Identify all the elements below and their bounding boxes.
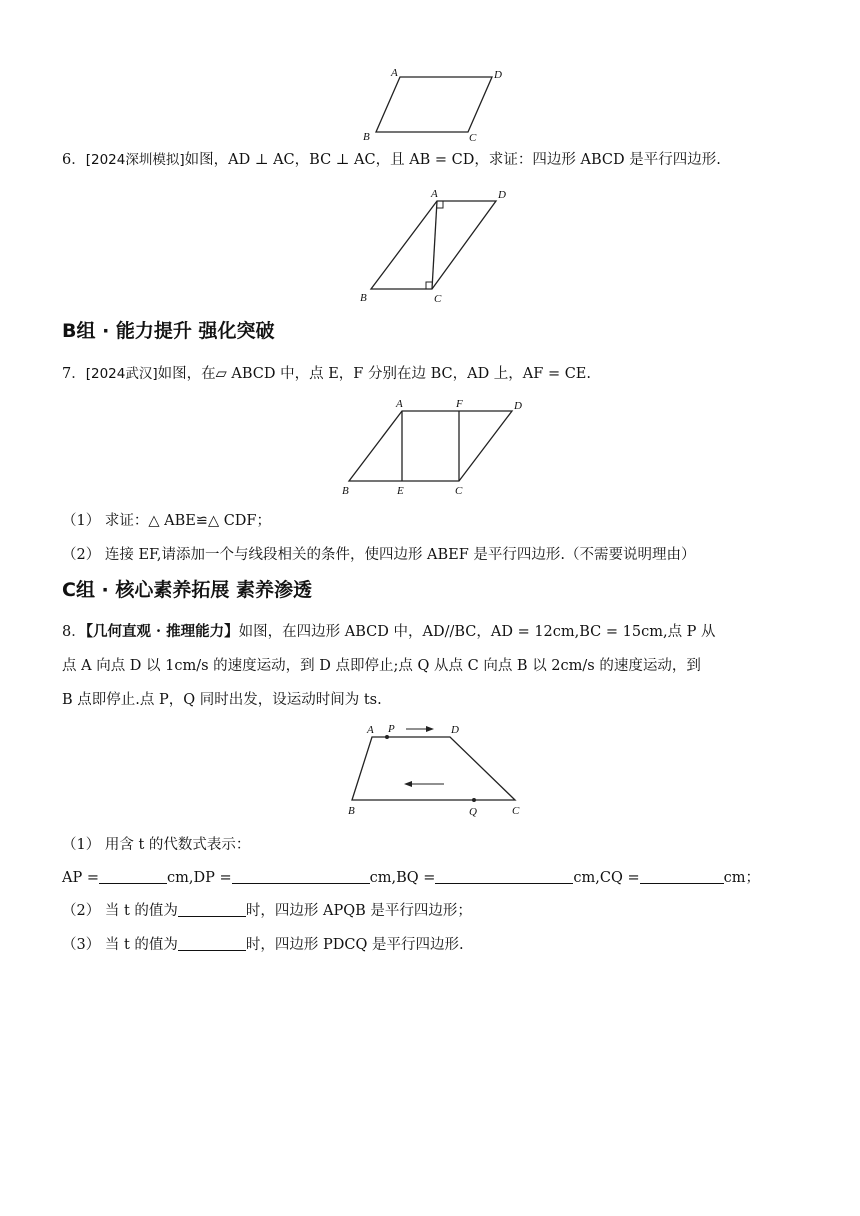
point-Q xyxy=(472,798,476,802)
label-C: C xyxy=(469,132,477,144)
arrow-Q-head xyxy=(404,781,412,787)
label-D: D xyxy=(498,189,506,201)
part-3-prefix: （3） 当 t 的值为 xyxy=(62,937,178,953)
question-8-part-1: （1） 用含 t 的代数式表示： xyxy=(62,837,251,853)
question-6-text: 如图，AD ⊥ AC，BC ⊥ AC，且 AB = CD，求证：四边形 ABCD 是平行四边形. xyxy=(184,152,721,168)
parallelogram-shape xyxy=(371,201,496,289)
question-6 xyxy=(62,150,721,170)
part-2-suffix: 时，四边形 APQB 是平行四边形； xyxy=(245,903,472,919)
dp-label: cm,DP = xyxy=(167,870,232,886)
question-8-part-3 xyxy=(62,935,464,955)
question-7-number: 7． xyxy=(62,366,86,382)
right-angle-mark-C xyxy=(426,282,432,289)
bq-blank[interactable] xyxy=(435,869,573,884)
question-7-part-2: （2） 连接 EF,请添加一个与线段相关的条件，使四边形 ABEF 是平行四边形.（不需要说明理由） xyxy=(62,547,696,563)
bq-label: cm,BQ = xyxy=(369,870,436,886)
label-B: B xyxy=(348,805,355,817)
question-8-expressions xyxy=(62,868,760,888)
label-B: B xyxy=(360,292,367,304)
question-7-text: 如图，在▱ ABCD 中，点 E，F 分别在边 BC，AD 上，AF = CE. xyxy=(157,366,591,382)
ap-blank[interactable] xyxy=(99,869,167,884)
dp-blank[interactable] xyxy=(232,869,370,884)
question-8-text-1: 如图，在四边形 ABCD 中，AD//BC，AD = 12cm,BC = 15cm,点 P 从 xyxy=(238,624,716,640)
arrow-P-head xyxy=(426,726,434,732)
label-D: D xyxy=(451,724,459,736)
label-C: C xyxy=(455,485,463,497)
label-P: P xyxy=(388,723,395,735)
label-A: A xyxy=(367,724,374,736)
ap-label: AP = xyxy=(62,870,99,886)
question-6-number: 6． xyxy=(62,152,86,168)
figure-parallelogram-q7 xyxy=(338,393,538,501)
point-P xyxy=(385,735,389,739)
right-angle-mark-A xyxy=(437,201,443,208)
label-E: E xyxy=(397,485,404,497)
question-8-part-2 xyxy=(62,901,472,921)
label-B: B xyxy=(342,485,349,497)
part-2-blank[interactable] xyxy=(178,902,246,917)
question-7 xyxy=(62,364,591,384)
part-3-suffix: 时，四边形 PDCQ 是平行四边形. xyxy=(245,937,464,953)
cq-unit: cm； xyxy=(723,870,761,886)
question-8-number: 8． xyxy=(62,624,86,640)
figure-parallelogram-q6 xyxy=(350,182,520,307)
figure-trapezoid-q8 xyxy=(338,718,538,822)
question-8-tag: 【几何直观 · 推理能力】 xyxy=(85,623,239,640)
label-D: D xyxy=(514,400,522,412)
label-F: F xyxy=(456,398,463,410)
cq-label: cm,CQ = xyxy=(573,870,640,886)
cq-blank[interactable] xyxy=(640,869,724,884)
label-A: A xyxy=(391,67,398,79)
figure-parallelogram-q5 xyxy=(355,64,515,146)
question-6-source: [2024深圳模拟] xyxy=(85,152,185,168)
question-7-part-1: （1） 求证：△ ABE≌△ CDF； xyxy=(62,513,271,529)
label-Q: Q xyxy=(469,806,477,818)
part-3-blank[interactable] xyxy=(178,936,246,951)
section-heading-b: B组 · 能力提升 强化突破 xyxy=(62,320,275,342)
question-8-line-2: 点 A 向点 D 以 1cm/s 的速度运动，到 D 点即停止;点 Q 从点 C 向点 B 以 2cm/s 的速度运动，到 xyxy=(62,658,701,674)
label-A: A xyxy=(431,188,438,200)
label-D: D xyxy=(494,69,502,81)
question-7-source: [2024武汉] xyxy=(85,366,158,382)
label-B: B xyxy=(363,131,370,143)
question-8-line-1 xyxy=(62,622,716,642)
diagonal-AC xyxy=(432,201,437,289)
label-C: C xyxy=(434,293,442,305)
label-C: C xyxy=(512,805,520,817)
question-8-line-3: B 点即停止.点 P，Q 同时出发，设运动时间为 ts. xyxy=(62,692,382,708)
parallelogram-shape xyxy=(349,411,512,481)
part-2-prefix: （2） 当 t 的值为 xyxy=(62,903,178,919)
trapezoid-shape xyxy=(352,737,515,800)
parallelogram-shape xyxy=(376,77,492,132)
label-A: A xyxy=(396,398,403,410)
section-heading-c: C组 · 核心素养拓展 素养渗透 xyxy=(62,579,313,601)
